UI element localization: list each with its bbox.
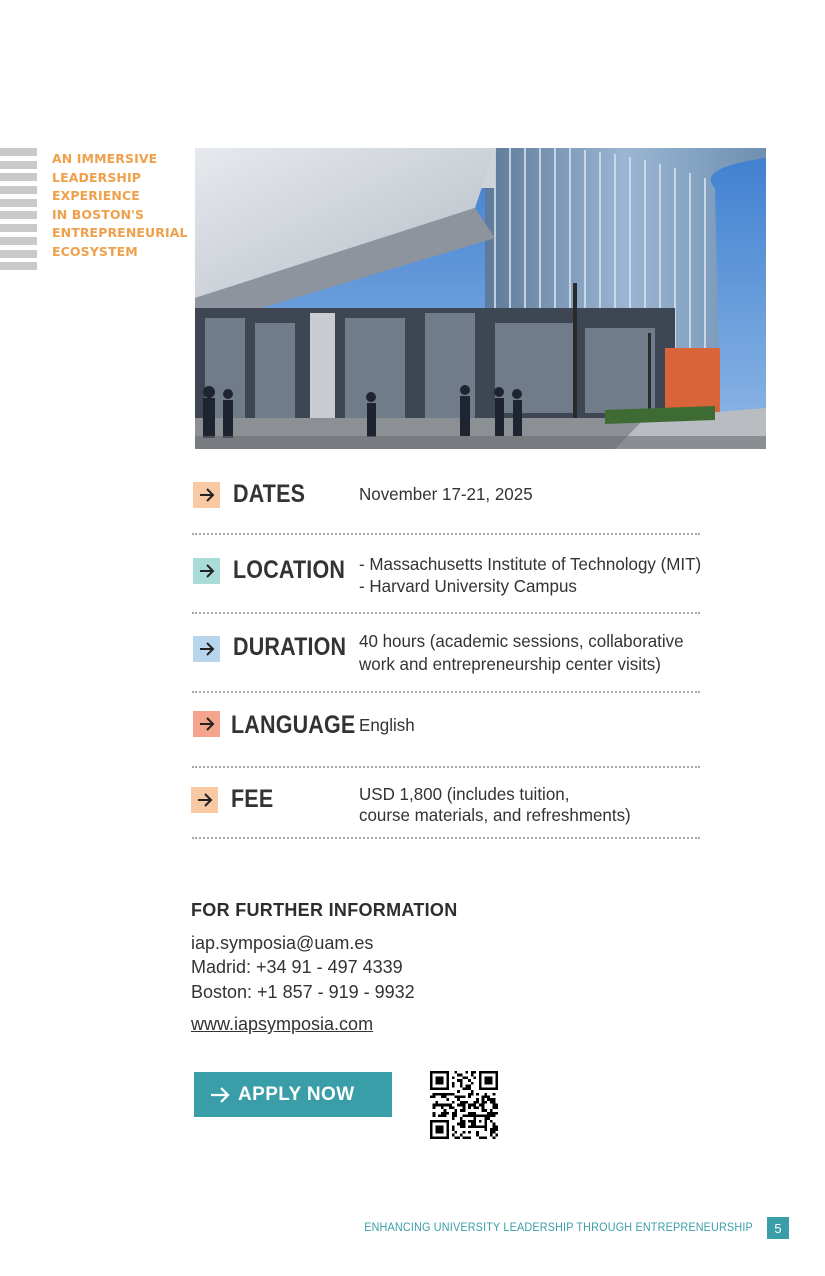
detail-row-dates [192, 480, 702, 520]
detail-row-duration [192, 630, 702, 680]
detail-value [359, 630, 684, 676]
detail-label: LANGUAGE [231, 711, 356, 739]
contact-email[interactable]: iap.symposia@uam.es [191, 933, 374, 953]
further-info-title: FOR FURTHER INFORMATION [191, 900, 458, 920]
page-number: 5 [767, 1217, 789, 1239]
tagline [52, 150, 202, 262]
divider [192, 766, 700, 768]
detail-value [359, 784, 631, 826]
detail-row-fee [192, 784, 702, 829]
qr-code[interactable] [430, 1071, 498, 1139]
apply-now-button[interactable] [194, 1072, 392, 1117]
detail-value: November 17-21, 2025 [359, 484, 533, 504]
divider [192, 533, 700, 535]
tagline-line: LEADERSHIP [52, 169, 141, 185]
hero-building-photo [195, 148, 766, 449]
arrow-right-icon [193, 482, 220, 508]
detail-value-line: - Harvard University Campus [359, 576, 577, 596]
detail-label: DURATION [233, 633, 347, 661]
arrow-right-icon [193, 711, 220, 737]
footer-text: ENHANCING UNIVERSITY LEADERSHIP THROUGH ENTREPRENEURSHIP [364, 1220, 753, 1234]
detail-value [359, 553, 701, 597]
divider [192, 691, 700, 693]
apply-now-label: APPLY NOW [238, 1083, 355, 1105]
detail-value-line: work and entrepreneurship center visits) [359, 654, 661, 674]
contact-phone-madrid: Madrid: +34 91 - 497 4339 [191, 957, 403, 977]
decorative-stripes [0, 148, 37, 276]
arrow-right-icon [191, 787, 218, 813]
detail-row-location [192, 553, 702, 603]
tagline-line: AN IMMERSIVE [52, 151, 158, 166]
detail-label: DATES [233, 480, 306, 508]
arrow-right-icon [193, 636, 220, 662]
detail-row-language [192, 710, 702, 750]
detail-value-line: course materials, and refreshments) [359, 805, 631, 825]
detail-value-line: - Massachusetts Institute of Technology (MIT) [359, 554, 702, 574]
tagline-line: EXPERIENCE [52, 188, 140, 204]
detail-value: English [359, 715, 415, 735]
arrow-right-icon [193, 558, 220, 584]
divider [192, 612, 700, 614]
divider [192, 837, 700, 839]
tagline-line: IN BOSTON'S [52, 206, 145, 222]
arrow-right-icon [210, 1087, 230, 1103]
detail-value-line: USD 1,800 (includes tuition, [359, 784, 570, 804]
detail-value-line: 40 hours (academic sessions, collaborative [359, 631, 684, 651]
website-link[interactable]: www.iapsymposia.com [191, 1014, 374, 1034]
contact-phone-boston: Boston: +1 857 - 919 - 9932 [191, 982, 415, 1002]
tagline-line: ECOSYSTEM [52, 243, 138, 259]
tagline-line: ENTREPRENEURIAL [52, 225, 188, 241]
detail-label: LOCATION [233, 556, 346, 584]
detail-label: FEE [231, 785, 274, 813]
